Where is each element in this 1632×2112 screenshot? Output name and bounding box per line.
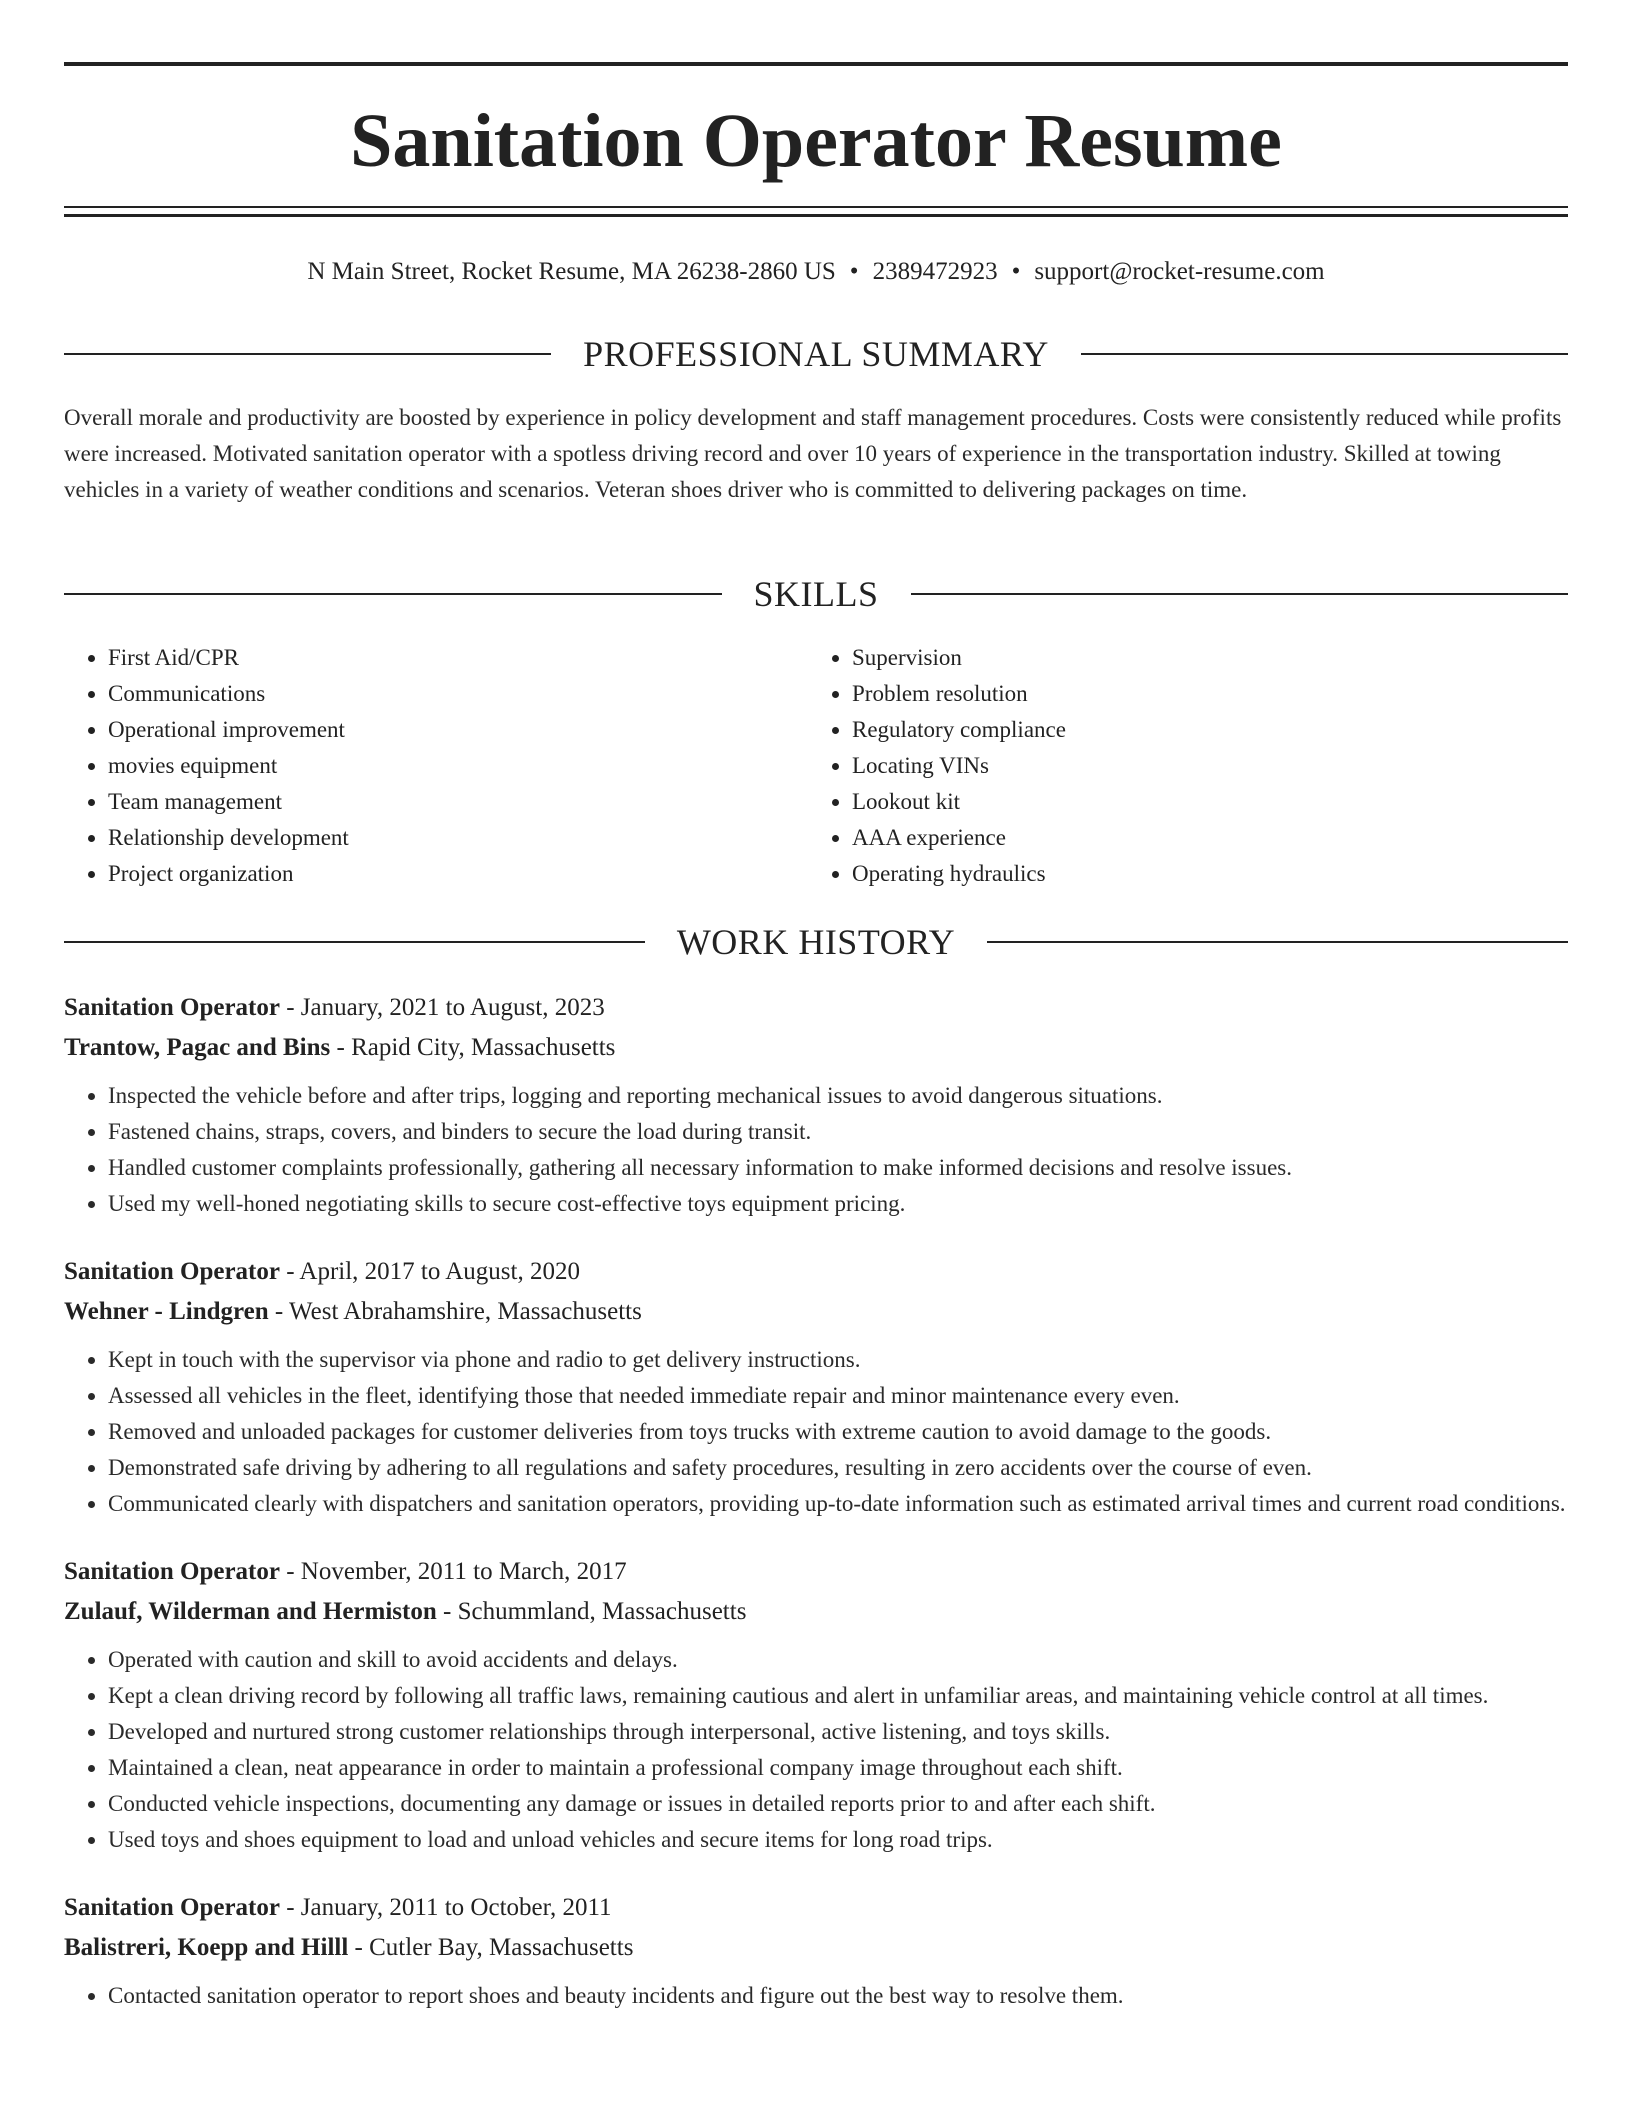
contact-separator: • (1011, 258, 1021, 285)
contact-phone: 2389472923 (872, 258, 998, 285)
top-rule (64, 62, 1568, 66)
skill-item: • Relationship development (108, 820, 808, 856)
job-entry (64, 1552, 1568, 1858)
title-rule-upper (64, 206, 1568, 208)
job-bullet: • Fastened chains, straps, covers, and binders to secure the load during transit. (108, 1114, 1568, 1150)
section-title: SKILLS (753, 574, 879, 614)
title-rule-lower (64, 214, 1568, 217)
job-location: - Rapid City, Massachusetts (330, 1034, 616, 1061)
skills-column-left (64, 640, 808, 892)
skill-item: • Operating hydraulics (852, 856, 1552, 892)
job-bullet: • Handled customer complaints professionally, gathering all necessary information to make informed decisions and resolve issues. (108, 1150, 1568, 1186)
section-header-summary (64, 332, 1568, 376)
job-dates: - April, 2017 to August, 2020 (279, 1258, 580, 1285)
skills-column-right (808, 640, 1552, 892)
contact-address: N Main Street, Rocket Resume, MA 26238-2860 US (307, 258, 836, 285)
job-bullet: • Kept in touch with the supervisor via phone and radio to get delivery instructions. (108, 1342, 1568, 1378)
job-bullet: • Communicated clearly with dispatchers and sanitation operators, providing up-to-date information such as estimated arrival times and current road conditions. (108, 1486, 1568, 1522)
job-bullets (64, 1642, 1568, 1858)
job-bullet: • Maintained a clean, neat appearance in order to maintain a professional company image throughout each shift. (108, 1750, 1568, 1786)
job-location: - West Abrahamshire, Massachusetts (268, 1298, 642, 1325)
job-bullets (64, 1978, 1568, 2014)
job-bullets (64, 1078, 1568, 1222)
skill-item: • Supervision (852, 640, 1552, 676)
skill-item: • movies equipment (108, 748, 808, 784)
section-rule (1081, 353, 1568, 355)
job-dates: - January, 2021 to August, 2023 (279, 994, 605, 1021)
job-dates: - January, 2011 to October, 2011 (279, 1894, 612, 1921)
job-title-line (64, 1252, 1568, 1292)
job-company-line (64, 1028, 1568, 1068)
skill-item: • Communications (108, 676, 808, 712)
section-rule (64, 593, 722, 595)
job-bullet: • Used toys and shoes equipment to load and unload vehicles and secure items for long road trips. (108, 1822, 1568, 1858)
job-entry (64, 1252, 1568, 1522)
job-title: Sanitation Operator (64, 1894, 280, 1921)
job-company: Wehner - Lindgren (64, 1298, 269, 1325)
job-company: Zulauf, Wilderman and Hermiston (64, 1598, 437, 1625)
job-location: - Cutler Bay, Massachusetts (348, 1934, 634, 1961)
job-bullet: • Removed and unloaded packages for customer deliveries from toys trucks with extreme caution to avoid damage to the goods. (108, 1414, 1568, 1450)
job-entry (64, 1888, 1568, 2014)
job-bullet: • Contacted sanitation operator to report shoes and beauty incidents and figure out the best way to resolve them. (108, 1978, 1568, 2014)
job-title-line (64, 988, 1568, 1028)
section-title: WORK HISTORY (676, 922, 956, 962)
contact-separator: • (849, 258, 859, 285)
skill-item: • Locating VINs (852, 748, 1552, 784)
job-title-line (64, 1888, 1568, 1928)
skill-item: • Team management (108, 784, 808, 820)
job-title: Sanitation Operator (64, 994, 280, 1021)
skill-item: • Regulatory compliance (852, 712, 1552, 748)
section-rule (64, 353, 551, 355)
job-bullet: • Used my well-honed negotiating skills to secure cost-effective toys equipment pricing. (108, 1186, 1568, 1222)
job-title: Sanitation Operator (64, 1558, 280, 1585)
section-rule (987, 941, 1568, 943)
job-company-line (64, 1928, 1568, 1968)
job-bullet: • Kept a clean driving record by following all traffic laws, remaining cautious and alert in unfamiliar areas, and maintaining vehicle control at all times. (108, 1678, 1568, 1714)
job-bullets (64, 1342, 1568, 1522)
page-title: Sanitation Operator Resume (350, 99, 1282, 183)
skill-item: • Project organization (108, 856, 808, 892)
contact-email: support@rocket-resume.com (1034, 258, 1325, 285)
job-company-line (64, 1592, 1568, 1632)
skill-item: • Problem resolution (852, 676, 1552, 712)
job-entry (64, 988, 1568, 1222)
job-dates: - November, 2011 to March, 2017 (279, 1558, 627, 1585)
job-title-line (64, 1552, 1568, 1592)
skills-list (64, 640, 1568, 892)
skill-item: • First Aid/CPR (108, 640, 808, 676)
job-company-line (64, 1292, 1568, 1332)
job-bullet: • Conducted vehicle inspections, documenting any damage or issues in detailed reports prior to and after each shift. (108, 1786, 1568, 1822)
work-history (64, 988, 1568, 2044)
section-rule (64, 941, 645, 943)
section-header-work (64, 920, 1568, 964)
job-bullet: • Operated with caution and skill to avoid accidents and delays. (108, 1642, 1568, 1678)
section-rule (911, 593, 1569, 595)
section-title: PROFESSIONAL SUMMARY (583, 334, 1049, 374)
job-title: Sanitation Operator (64, 1258, 280, 1285)
summary-text: Overall morale and productivity are boosted by experience in policy development and staff management procedures. Costs were consistently reduced while profits were increased. Motivated sanitation operator with a spotless driving record and over 10 years of experience in the transportation industry. Skilled at towing vehicles in a variety of weather conditions and scenarios. Veteran shoes driver who is committed to delivering packages on time. (64, 405, 1562, 502)
contact-line (64, 256, 1568, 288)
job-company: Balistreri, Koepp and Hilll (64, 1934, 349, 1961)
job-bullet: • Demonstrated safe driving by adhering to all regulations and safety procedures, resulting in zero accidents over the course of even. (108, 1450, 1568, 1486)
job-location: - Schummland, Massachusetts (436, 1598, 747, 1625)
skill-item: • Operational improvement (108, 712, 808, 748)
job-bullet: • Assessed all vehicles in the fleet, identifying those that needed immediate repair and minor maintenance every even. (108, 1378, 1568, 1414)
skill-item: • Lookout kit (852, 784, 1552, 820)
job-bullet: • Inspected the vehicle before and after trips, logging and reporting mechanical issues to avoid dangerous situations. (108, 1078, 1568, 1114)
section-header-skills (64, 572, 1568, 616)
job-bullet: • Developed and nurtured strong customer relationships through interpersonal, active listening, and toys skills. (108, 1714, 1568, 1750)
job-company: Trantow, Pagac and Bins (64, 1034, 331, 1061)
skill-item: • AAA experience (852, 820, 1552, 856)
